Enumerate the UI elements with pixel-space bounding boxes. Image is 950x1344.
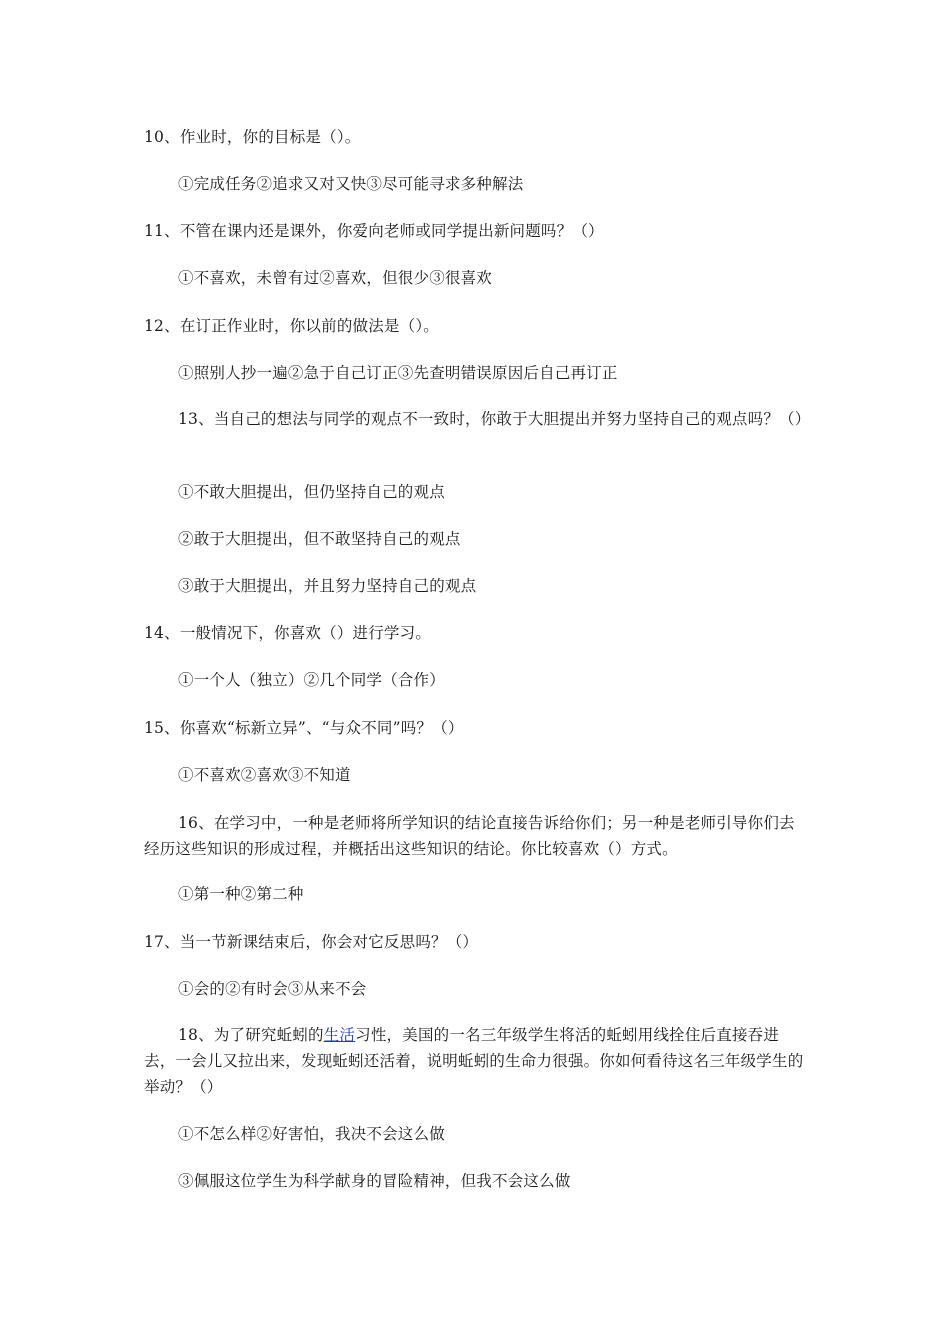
question-10-options: ①完成任务②追求又对又快③尽可能寻求多种解法 [178, 175, 524, 193]
question-15: 15、你喜欢“标新立异”、“与众不同”吗？（） [144, 719, 464, 737]
question-13: 13、当自己的想法与同学的观点不一致时，你敢于大胆提出并努力坚持自己的观点吗？（） [178, 410, 811, 428]
question-11-options: ①不喜欢，未曾有过②喜欢，但很少③很喜欢 [178, 269, 493, 287]
question-16-options: ①第一种②第二种 [178, 885, 304, 903]
question-12-options: ①照别人抄一遍②急于自己订正③先查明错误原因后自己再订正 [178, 364, 618, 382]
question-18 [144, 1022, 810, 1100]
question-14: 14、一般情况下，你喜欢（）进行学习。 [144, 624, 432, 642]
question-17-options: ①会的②有时会③从来不会 [178, 980, 367, 998]
question-18-text-end: 习性，美国的一名三年级学生将活的蚯蚓用线拴住后直接吞进去，一会儿又拉出来，发现蚯蚓还活着，说明蚯蚓的生命力很强。你如何看待这名三年级学生的举动？（） [144, 1026, 804, 1096]
question-17: 17、当一节新课结束后，你会对它反思吗？（） [144, 933, 479, 951]
question-13-option-3: ③敢于大胆提出，并且努力坚持自己的观点 [178, 577, 477, 595]
question-18-options-1: ①不怎么样②好害怕，我决不会这么做 [178, 1125, 445, 1143]
question-11: 11、不管在课内还是课外，你爱向老师或同学提出新问题吗？（） [144, 222, 604, 240]
question-10: 10、作业时，你的目标是（）。 [144, 128, 361, 146]
question-14-options: ①一个人（独立）②几个同学（合作） [178, 671, 445, 689]
question-16: 16、在学习中，一种是老师将所学知识的结论直接告诉给你们；另一种是老师引导你们去经历这些知识的形成过程，并概括出这些知识的结论。你比较喜欢（）方式。 [144, 814, 795, 858]
question-18-options-2: ③佩服这位学生为科学献身的冒险精神，但我不会这么做 [178, 1172, 571, 1190]
question-13-option-2: ②敢于大胆提出，但不敢坚持自己的观点 [178, 530, 461, 548]
life-link[interactable]: 生活 [323, 1026, 356, 1044]
question-15-options: ①不喜欢②喜欢③不知道 [178, 766, 351, 784]
question-12: 12、在订正作业时，你以前的做法是（）。 [144, 317, 439, 335]
question-13-option-1: ①不敢大胆提出，但仍坚持自己的观点 [178, 483, 445, 501]
question-18-text-start: 18、为了研究蚯蚓的 [178, 1026, 324, 1044]
